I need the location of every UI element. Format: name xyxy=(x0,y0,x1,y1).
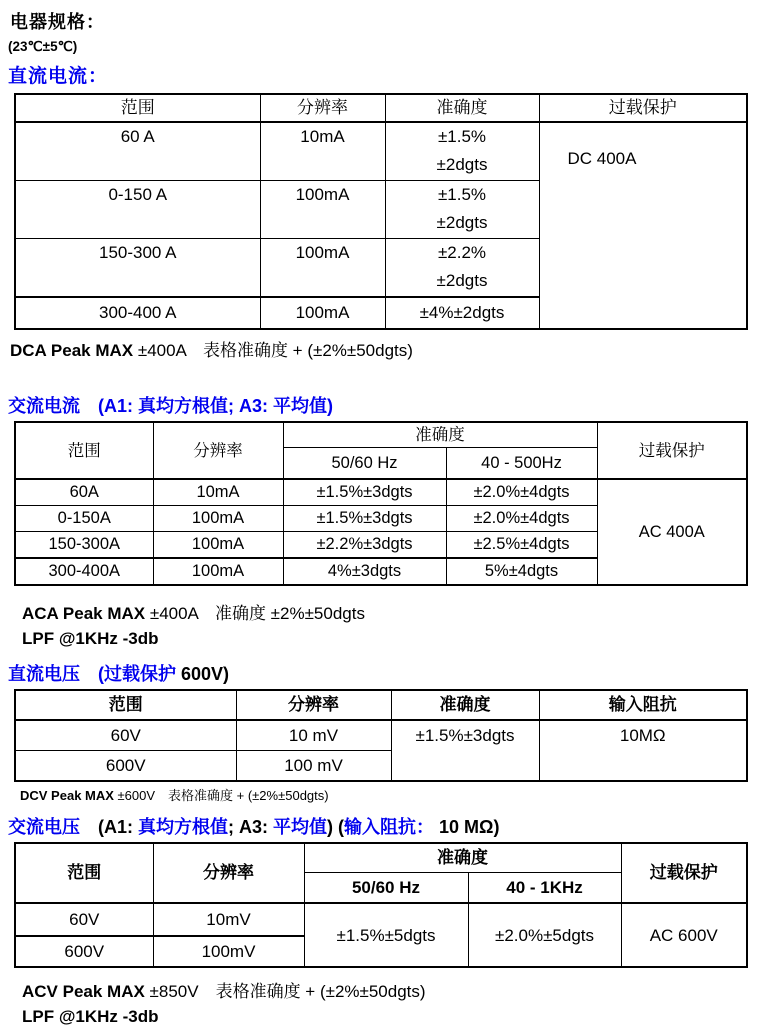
section-heading-dc-current: 直流电流： xyxy=(8,66,109,87)
header-accuracy: 准确度 xyxy=(385,94,539,122)
cell-accuracy-50-60: 4%±3dgts xyxy=(283,558,446,585)
header-resolution: 分辨率 xyxy=(236,690,391,720)
cell-resolution: 10 mV xyxy=(236,720,391,751)
cell-accuracy xyxy=(385,181,539,239)
cell-resolution: 100mA xyxy=(260,181,385,239)
heading-black-part: 600V) xyxy=(181,664,230,684)
header-overload: 过载保护 xyxy=(539,94,747,122)
cell-range: 60V xyxy=(15,720,236,751)
heading-blue-part: 直流电压 (过载保护 xyxy=(8,664,181,684)
note-text: ±850V 表格准确度 + (±2%±50dgts) xyxy=(144,982,426,1001)
cell-range: 0-150A xyxy=(15,506,153,532)
header-freq-40-500: 40 - 500Hz xyxy=(446,448,597,480)
note-bold-label: ACV Peak MAX xyxy=(22,982,145,1001)
header-accuracy: 准确度 xyxy=(304,843,621,873)
cell-resolution: 10mA xyxy=(260,122,385,181)
accuracy-line-2: ±2dgts xyxy=(436,213,488,232)
table-header-row xyxy=(15,94,747,122)
cell-range: 150-300 A xyxy=(15,239,260,298)
cell-range: 0-150 A xyxy=(15,181,260,239)
note-bold-label: DCA Peak MAX xyxy=(10,341,134,360)
cell-resolution: 100 mV xyxy=(236,751,391,782)
cell-range: 600V xyxy=(15,751,236,782)
cell-accuracy-50-60: ±1.5%±3dgts xyxy=(283,506,446,532)
heading-blue-part: 交流电压 xyxy=(8,817,80,837)
header-resolution: 分辨率 xyxy=(153,843,304,903)
table-row xyxy=(15,122,747,181)
cell-accuracy: ±1.5%±3dgts xyxy=(391,720,539,781)
cell-resolution: 100mA xyxy=(153,558,283,585)
cell-overload: AC 600V xyxy=(621,903,747,967)
heading-black-part: ; A3: xyxy=(228,817,273,837)
table-row xyxy=(15,720,747,751)
heading-blue-part: 输入阻抗： xyxy=(344,817,434,837)
heading-black-part: ) ( xyxy=(327,817,344,837)
cell-resolution: 10mV xyxy=(153,903,304,936)
note-bold-label: ACA Peak MAX xyxy=(22,604,146,623)
cell-resolution: 100mA xyxy=(260,239,385,298)
header-accuracy: 准确度 xyxy=(283,422,597,448)
ac-voltage-note xyxy=(22,977,757,1002)
temperature-note: (23℃±5℃) xyxy=(8,39,78,54)
header-overload: 过载保护 xyxy=(621,843,747,903)
note-bold-label: DCV Peak MAX xyxy=(20,788,114,803)
cell-resolution: 10mA xyxy=(153,479,283,506)
accuracy-line-1: ±1.5% xyxy=(437,185,487,204)
cell-accuracy-40-500: ±2.0%±4dgts xyxy=(446,506,597,532)
ac-voltage-lpf-note: LPF @1KHz -3db xyxy=(22,1007,159,1026)
cell-range: 300-400 A xyxy=(15,297,260,329)
table-header-row xyxy=(15,690,747,720)
ac-current-table xyxy=(14,421,748,586)
header-resolution: 分辨率 xyxy=(153,422,283,479)
cell-range: 300-400A xyxy=(15,558,153,585)
ac-voltage-table xyxy=(14,842,748,968)
table-header-row xyxy=(15,843,747,873)
heading-blue-part: 真均方根值 xyxy=(138,817,228,837)
heading-black-part: 10 MΩ) xyxy=(434,817,500,837)
spec-document xyxy=(0,8,757,1027)
header-range: 范围 xyxy=(15,843,153,903)
table-row xyxy=(15,903,747,936)
heading-black-part: (A1: xyxy=(80,817,138,837)
header-freq-50-60: 50/60 Hz xyxy=(283,448,446,480)
accuracy-line-2: ±2dgts xyxy=(436,155,488,174)
header-impedance: 输入阻抗 xyxy=(539,690,747,720)
cell-resolution: 100mA xyxy=(153,532,283,559)
cell-range: 60A xyxy=(15,479,153,506)
cell-accuracy-40-500: ±2.5%±4dgts xyxy=(446,532,597,559)
header-range: 范围 xyxy=(15,422,153,479)
header-overload: 过载保护 xyxy=(597,422,747,479)
cell-accuracy-40-500: 5%±4dgts xyxy=(446,558,597,585)
note-text: ±400A 表格准确度 + (±2%±50dgts) xyxy=(133,341,413,360)
ac-current-lpf-note: LPF @1KHz -3db xyxy=(22,629,159,648)
header-range: 范围 xyxy=(15,94,260,122)
cell-range: 600V xyxy=(15,936,153,967)
table-row xyxy=(15,479,747,506)
cell-resolution: 100mA xyxy=(260,297,385,329)
cell-accuracy-40-500: ±2.0%±4dgts xyxy=(446,479,597,506)
accuracy-line-2: ±2dgts xyxy=(436,271,488,290)
dc-current-table xyxy=(14,93,748,330)
cell-range: 60V xyxy=(15,903,153,936)
dc-voltage-table xyxy=(14,689,748,782)
cell-resolution: 100mV xyxy=(153,936,304,967)
note-text: ±600V 表格准确度 + (±2%±50dgts) xyxy=(113,788,329,803)
cell-overload: AC 400A xyxy=(597,479,747,585)
accuracy-line-1: ±2.2% xyxy=(437,243,487,262)
table-header-row xyxy=(15,422,747,448)
cell-accuracy-40-1k: ±2.0%±5dgts xyxy=(468,903,621,967)
header-range: 范围 xyxy=(15,690,236,720)
cell-accuracy-50-60: ±1.5%±3dgts xyxy=(283,479,446,506)
cell-impedance: 10MΩ xyxy=(539,720,747,781)
heading-blue-part: 平均值 xyxy=(273,817,327,837)
dc-current-note xyxy=(10,336,757,361)
cell-range: 60 A xyxy=(15,122,260,181)
cell-accuracy-50-60: ±1.5%±5dgts xyxy=(304,903,468,967)
section-heading-ac-voltage xyxy=(8,813,757,839)
note-text: ±400A 准确度 ±2%±50dgts xyxy=(145,604,365,623)
cell-accuracy-50-60: ±2.2%±3dgts xyxy=(283,532,446,559)
header-accuracy: 准确度 xyxy=(391,690,539,720)
cell-accuracy xyxy=(385,122,539,181)
cell-resolution: 100mA xyxy=(153,506,283,532)
accuracy-line-1: ±1.5% xyxy=(437,127,487,146)
cell-overload: DC 400A xyxy=(539,122,747,329)
section-heading-ac-current: 交流电流 (A1: 真均方根值; A3: 平均值) xyxy=(8,396,333,416)
dc-voltage-note xyxy=(20,785,757,804)
cell-accuracy: ±4%±2dgts xyxy=(385,297,539,329)
header-freq-40-1k: 40 - 1KHz xyxy=(468,873,621,904)
header-resolution: 分辨率 xyxy=(260,94,385,122)
section-heading-dc-voltage xyxy=(8,660,757,686)
page-title: 电器规格： xyxy=(10,12,105,32)
ac-current-note xyxy=(22,599,757,624)
cell-range: 150-300A xyxy=(15,532,153,559)
cell-accuracy xyxy=(385,239,539,298)
header-freq-50-60: 50/60 Hz xyxy=(304,873,468,904)
